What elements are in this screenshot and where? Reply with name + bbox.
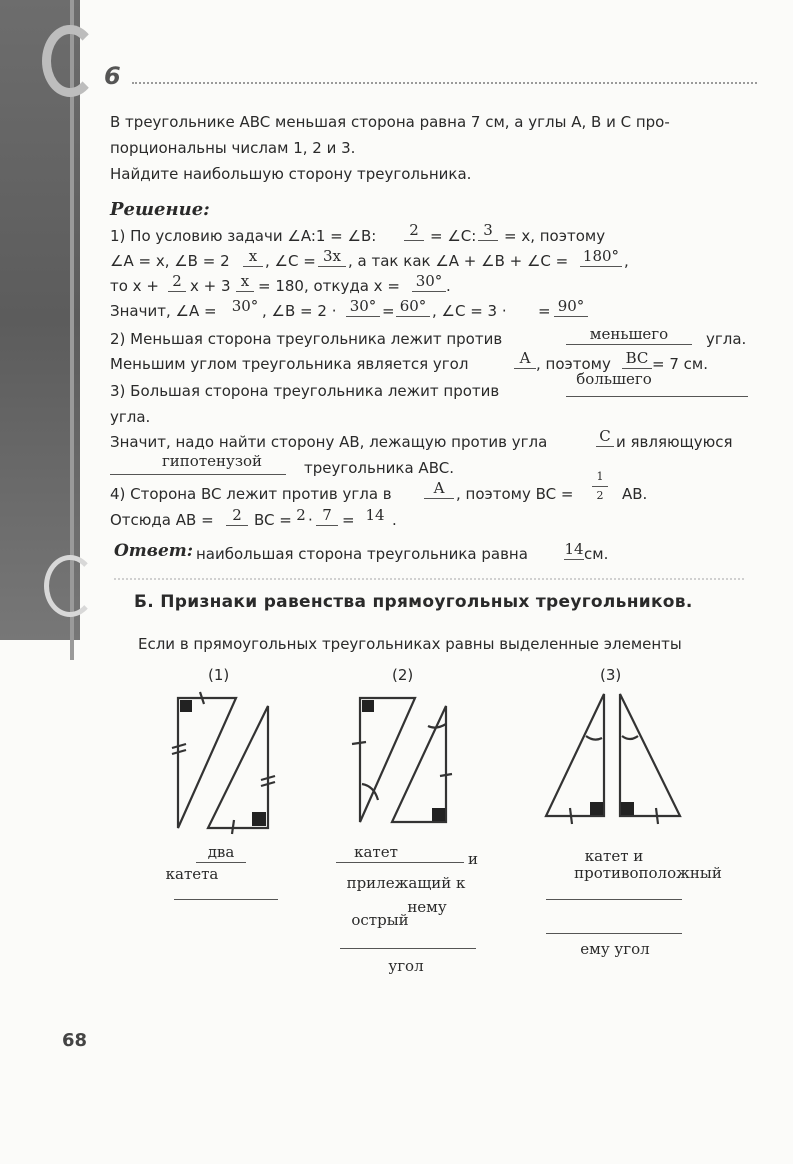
answer-smaller: меньшего: [589, 325, 669, 343]
answer-frac-num: 1: [596, 470, 604, 483]
step4-text-a: 4) Сторона BC лежит против угла в: [110, 485, 392, 503]
fig3-right-triangle: [620, 694, 680, 816]
step1-text-c: = x, поэтому: [504, 227, 606, 245]
fig1-left-triangle: [178, 698, 236, 828]
step1-line2-c: , а так как ∠A + ∠B + ∠C =: [348, 252, 569, 270]
step1-line4-c: =: [382, 302, 395, 320]
step1-line4-b: , ∠B = 2 ·: [262, 302, 337, 320]
task-text-line3: Найдите наибольшую сторону треугольника.: [110, 165, 472, 183]
fig2-left-triangle: [360, 698, 415, 822]
step3-line3: треугольника ABC.: [304, 459, 454, 477]
step3-text-b: угла.: [110, 408, 151, 426]
step3-line2-b: и являющуюся: [616, 433, 733, 451]
answer-ab-result: 14: [365, 506, 385, 524]
underline: [546, 933, 682, 934]
step1-text-b: = ∠C:: [430, 227, 477, 245]
answer-angle-a3: A: [433, 479, 445, 497]
step2-text-b: угла.: [706, 330, 747, 348]
fig2-answer-2: прилежащий к: [346, 874, 466, 892]
figure2-label: (2): [392, 666, 414, 684]
section-b-intro: Если в прямоугольных треугольниках равны выделенные элементы: [138, 635, 682, 653]
answer-frac-den: 2: [596, 489, 604, 502]
fig2-answer-4: острый: [351, 911, 409, 929]
section-b-title: Б. Признаки равенства прямоугольных треугольников.: [134, 592, 693, 612]
answer-x3: x: [240, 272, 250, 290]
underline: [196, 862, 246, 863]
fig1-right-triangle: [208, 706, 268, 828]
answer-unit: см.: [584, 545, 609, 563]
step4-line2-eq: =: [342, 511, 355, 529]
fig3-right-angle-mark: [590, 802, 603, 815]
fig2-answer-3: нему: [407, 898, 447, 916]
step4-line2-b: BC =: [254, 511, 292, 529]
step4-line2-dot: ·: [308, 511, 313, 529]
step1-line4-e: =: [538, 302, 551, 320]
answer-angle-c2: C: [599, 427, 611, 445]
answer-angle-b: 60°: [399, 297, 427, 315]
underline: [174, 899, 278, 900]
fig1-right-angle-mark-2: [252, 812, 266, 826]
page-number: 68: [62, 1030, 88, 1051]
answer-x-value: 30°: [415, 272, 443, 290]
step1-line3-c: = 180, откуда x =: [258, 277, 400, 295]
step1-line3-d: .: [446, 277, 451, 295]
figure1-label: (1): [208, 666, 230, 684]
answer-b-mult: 30°: [349, 297, 377, 315]
step4-text-b: , поэтому BC =: [456, 485, 574, 503]
solution-heading: Решение:: [110, 199, 210, 220]
answer-b-coef: x: [248, 247, 258, 265]
step1-line2-b: , ∠C =: [265, 252, 316, 270]
figure3-label: (3): [600, 666, 622, 684]
underline: [340, 948, 476, 949]
step4-line2-end: .: [392, 511, 397, 529]
answer-label: Ответ:: [114, 541, 194, 561]
fig1-answer-2: катета: [165, 865, 219, 883]
fig2-right-triangle: [392, 706, 446, 822]
underline: [336, 862, 464, 863]
step1-text-a: 1) По условию задачи ∠A:1 = ∠B:: [110, 227, 377, 245]
step4-line2-a: Отсюда AB =: [110, 511, 214, 529]
answer-ab-coef: 2: [232, 506, 242, 524]
step1-line4-a: Значит, ∠A =: [110, 302, 217, 320]
step1-line4-d: , ∠C = 3 ·: [432, 302, 507, 320]
fig1-answer-1: два: [207, 843, 235, 861]
step1-line3-a: то x +: [110, 277, 159, 295]
fig3-answer-2: противоположный: [574, 864, 722, 882]
fig2-right-angle-mark: [362, 700, 374, 712]
answer-angle-a: 30°: [231, 297, 259, 315]
answer-c-ratio: 3: [483, 221, 493, 239]
step2-text-a: 2) Меньшая сторона треугольника лежит против: [110, 330, 503, 348]
task-text-line2: порциональны числам 1, 2 и 3.: [110, 139, 356, 157]
step2-line2-c: = 7 см.: [652, 355, 708, 373]
step2-line2-b: , поэтому: [536, 355, 611, 373]
fig3-right-angle-mark-2: [621, 802, 634, 815]
answer-ab-mult-b: 7: [322, 506, 332, 524]
step3-text-a: 3) Большая сторона треугольника лежит против: [110, 382, 500, 400]
answer-sum: 180°: [582, 247, 620, 265]
answer-value: 14: [564, 540, 584, 558]
fig2-answer-1: катет: [354, 843, 398, 861]
answer-angle-a-small: A: [519, 349, 531, 367]
task-number: 6: [104, 62, 121, 90]
answer-angle-c: 90°: [557, 297, 585, 315]
answer-hypotenuse: гипотенузой: [161, 452, 263, 470]
fig2-and: и: [468, 850, 478, 868]
answer-bigger: большего: [576, 370, 652, 388]
answer-c-expr: 3x: [322, 247, 341, 265]
answer-side-bc: BC: [625, 349, 649, 367]
fig3-left-triangle: [546, 694, 604, 816]
fig1-right-angle-mark: [180, 700, 192, 712]
step1-line2-d: ,: [624, 252, 629, 270]
answer-ab-mult-a: 2: [296, 506, 306, 524]
fig2-answer-5: угол: [388, 957, 424, 975]
step4-text-c: AB.: [622, 485, 648, 503]
step2-line2-a: Меньшим углом треугольника является угол: [110, 355, 469, 373]
step1-line2-a: ∠A = x, ∠B = 2: [110, 252, 230, 270]
task-text-line1: В треугольнике ABC меньшая сторона равна 7 см, а углы A, B и C про-: [110, 113, 670, 131]
underline: [546, 899, 682, 900]
answer-b-ratio: 2: [409, 221, 419, 239]
fig2-right-angle-mark-2: [432, 808, 445, 821]
step1-line3-b: x + 3: [190, 277, 231, 295]
fig3-answer-1: катет и: [584, 847, 644, 865]
answer-x2: 2: [172, 272, 182, 290]
fig3-answer-3: ему угол: [580, 940, 650, 958]
step3-line2-a: Значит, надо найти сторону AB, лежащую против угла: [110, 433, 548, 451]
answer-text: наибольшая сторона треугольника равна: [196, 545, 528, 563]
